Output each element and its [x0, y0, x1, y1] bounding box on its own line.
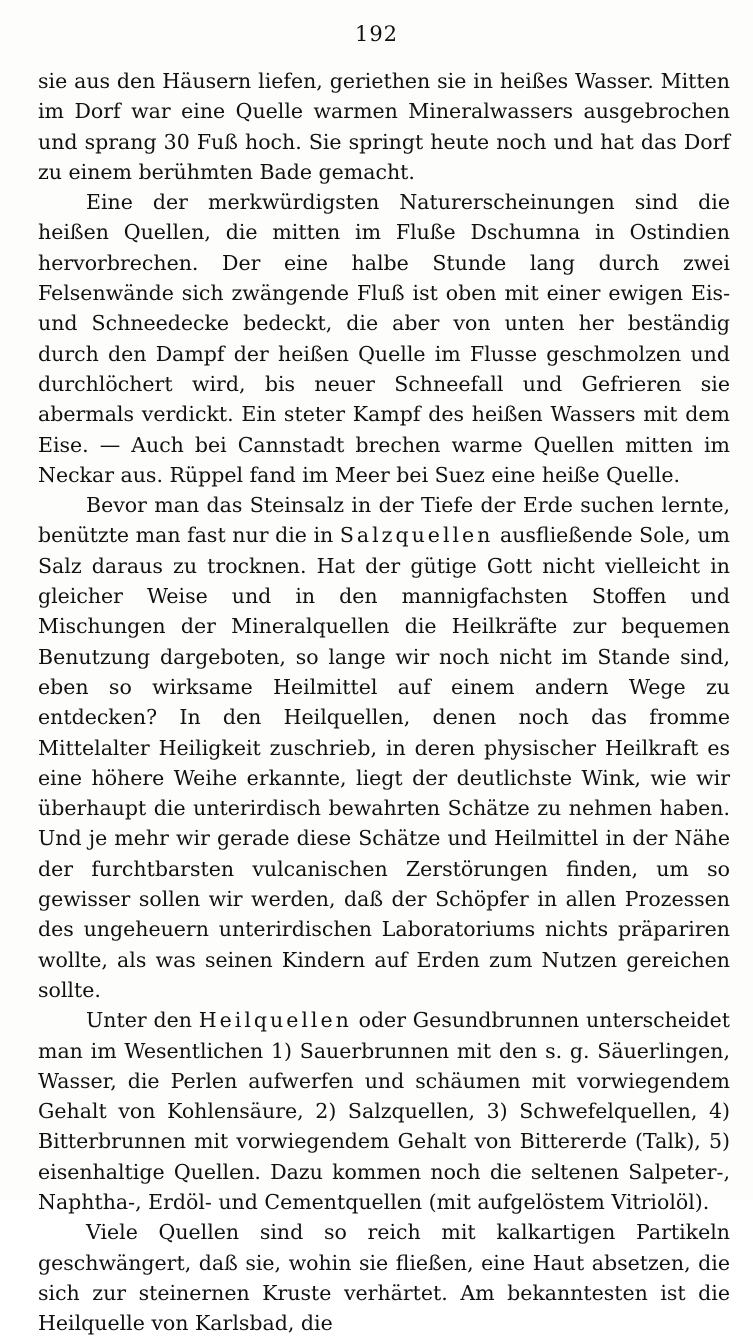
emphasis-salzquellen: Salzquellen	[339, 523, 494, 548]
emphasis-heilquellen: Heilquellen	[198, 1008, 352, 1033]
page-number: 192	[354, 22, 399, 46]
paragraph-kalkartige-quellen: Viele Quellen sind so reich mit kalkartigen Partikeln geschwängert, daß sie, wohin sie fließen, eine Haut absetzen, die sich zur steinernen Kruste verhärtet. Am bekanntesten ist die Heilquelle von Karlsbad, die	[38, 1220, 730, 1336]
paragraph-steinsalz	[38, 490, 730, 1005]
paragraph-heilquellen-text-end: oder Gesundbrunnen unterscheidet man im Wesentlichen 1) Sauerbrunnen mit den s. g. Säuerlingen, Wasser, die Perlen aufwerfen und schäumen mit vorwiegendem Gehalt von Kohlensäure, 2) Salzquellen, 3) Schwefelquellen, 4) Bitterbrunnen mit vorwiegendem Gehalt von Bittererde (Talk), 5) eisenhaltige Quellen. Dazu kommen noch die seltenen Salpeter-, Naphtha-, Erdöl- und Cementquellen (mit aufgelöstem Vitriolöl).	[38, 1008, 731, 1214]
page-body	[38, 66, 730, 1338]
paragraph-dorf-quelle: sie aus den Häusern liefen, geriethen sie in heißes Wasser. Mitten im Dorf war eine Quelle warmen Mineralwassers ausgebrochen und sprang 30 Fuß hoch. Sie springt heute noch und hat das Dorf zu einem berühmten Bade gemacht.	[38, 69, 730, 184]
paragraph-heilquellen	[38, 1005, 730, 1217]
paragraph-heilquellen-text-start: Unter den	[86, 1008, 199, 1033]
paragraph-steinsalz-text-start: Bevor man das Steinsalz in der Tiefe der Erde suchen lernte, benützte man fast nur die in	[38, 493, 730, 548]
paragraph-steinsalz-text-end: ausfließende Sole, um Salz daraus zu trocknen. Hat der gütige Gott nicht vielleicht in gleicher Weise und in den mannigfachsten Stoffen und Mischungen der Mineralquellen die Heilkräfte zur bequemen Benutzung dargeboten, so lange wir noch nicht im Stande sind, eben so wirksame Heilmittel auf einem andern Wege zu entdecken? In den Heilquellen, denen noch das fromme Mittelalter Heiligkeit zuschrieb, in deren physischer Heilkraft es eine höhere Weihe erkannte, liegt der deutlichste Wink, wie wir überhaupt die unterirdisch bewahrten Schätze zu nehmen haben. Und je mehr wir gerade diese Schätze und Heilmittel in der Nähe der furchtbarsten vulcanischen Zerstörungen finden, um so gewisser sollen wir werden, daß der Schöpfer in allen Prozessen des ungeheuern unterirdischen Laboratoriums nichts präpariren wollte, als was seinen Kindern auf Erden zum Nutzen gereichen sollte.	[38, 523, 731, 1002]
paragraph-heisse-quellen: Eine der merkwürdigsten Naturerscheinungen sind die heißen Quellen, die mitten im Fluße Dschumna in Ostindien hervorbrechen. Der eine halbe Stunde lang durch zwei Felsenwände sich zwängende Fluß ist oben mit einer ewigen Eis- und Schneedecke bedeckt, die aber von unten her beständig durch den Dampf der heißen Quelle im Flusse geschmolzen und durchlöchert wird, bis neuer Schneefall und Gefrieren sie abermals verdickt. Ein steter Kampf des heißen Wassers mit dem Eise. — Auch bei Cannstadt brechen warme Quellen mitten im Neckar aus. Rüppel fand im Meer bei Suez eine heiße Quelle.	[38, 190, 730, 487]
